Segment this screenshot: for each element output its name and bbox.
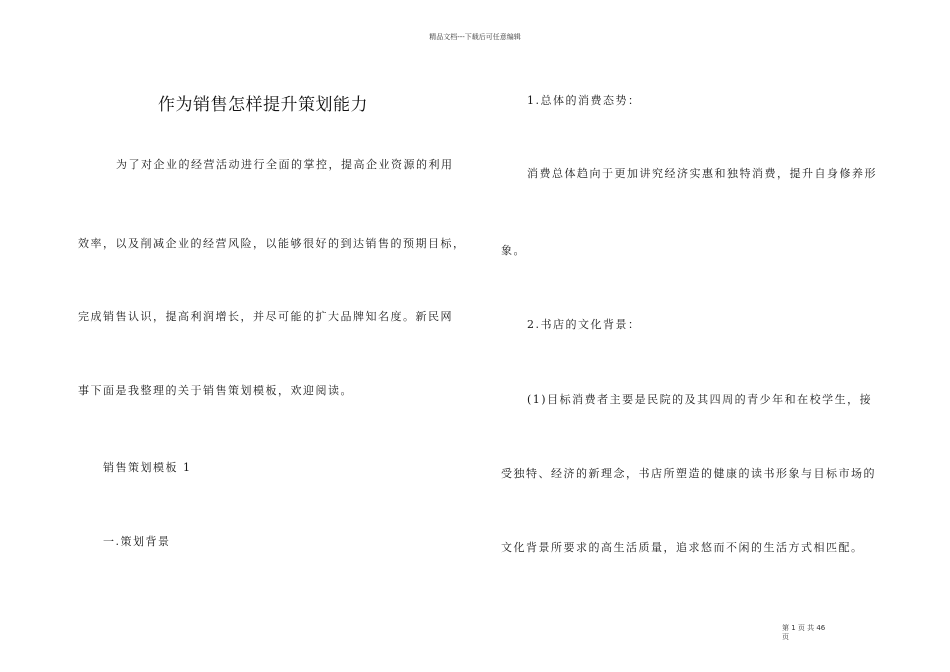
left-paragraph-line: 完成销售认识，提高利润增长，并尽可能的扩大品牌知名度。新民网 xyxy=(78,310,453,323)
right-paragraph-line: (1)目标消费者主要是民院的及其四周的青少年和在校学生，接 xyxy=(527,393,873,406)
left-paragraph-line: 事下面是我整理的关于销售策划模板，欢迎阅读。 xyxy=(78,384,353,397)
page-number-line: 页 xyxy=(782,633,789,641)
right-paragraph-line: 象。 xyxy=(501,244,526,257)
page-number-line: 第 1 页 共 46 xyxy=(782,624,826,632)
page-number xyxy=(782,624,825,642)
section-heading: 一.策划背景 xyxy=(103,535,171,548)
page-header: 精品文档---下载后可任意编辑 xyxy=(429,33,521,41)
section-heading: 销售策划模板 1 xyxy=(103,461,192,474)
left-paragraph-line: 效率，以及削减企业的经营风险，以能够很好的到达销售的预期目标， xyxy=(78,237,466,250)
right-paragraph-line: 消费总体趋向于更加讲究经济实惠和独特消费，提升自身修养形 xyxy=(527,167,877,180)
right-paragraph-line: 2.书店的文化背景： xyxy=(527,318,641,331)
right-paragraph-line: 文化背景所要求的高生活质量，追求悠而不闲的生活方式相匹配。 xyxy=(501,541,864,554)
right-paragraph-line: 1.总体的消费态势： xyxy=(527,94,641,107)
left-paragraph-line: 为了对企业的经营活动进行全面的掌控，提高企业资源的利用 xyxy=(116,158,454,171)
right-paragraph-line: 受独特、经济的新理念，书店所塑造的健康的读书形象与目标市场的 xyxy=(501,467,876,480)
document-title: 作为销售怎样提升策划能力 xyxy=(158,95,368,115)
